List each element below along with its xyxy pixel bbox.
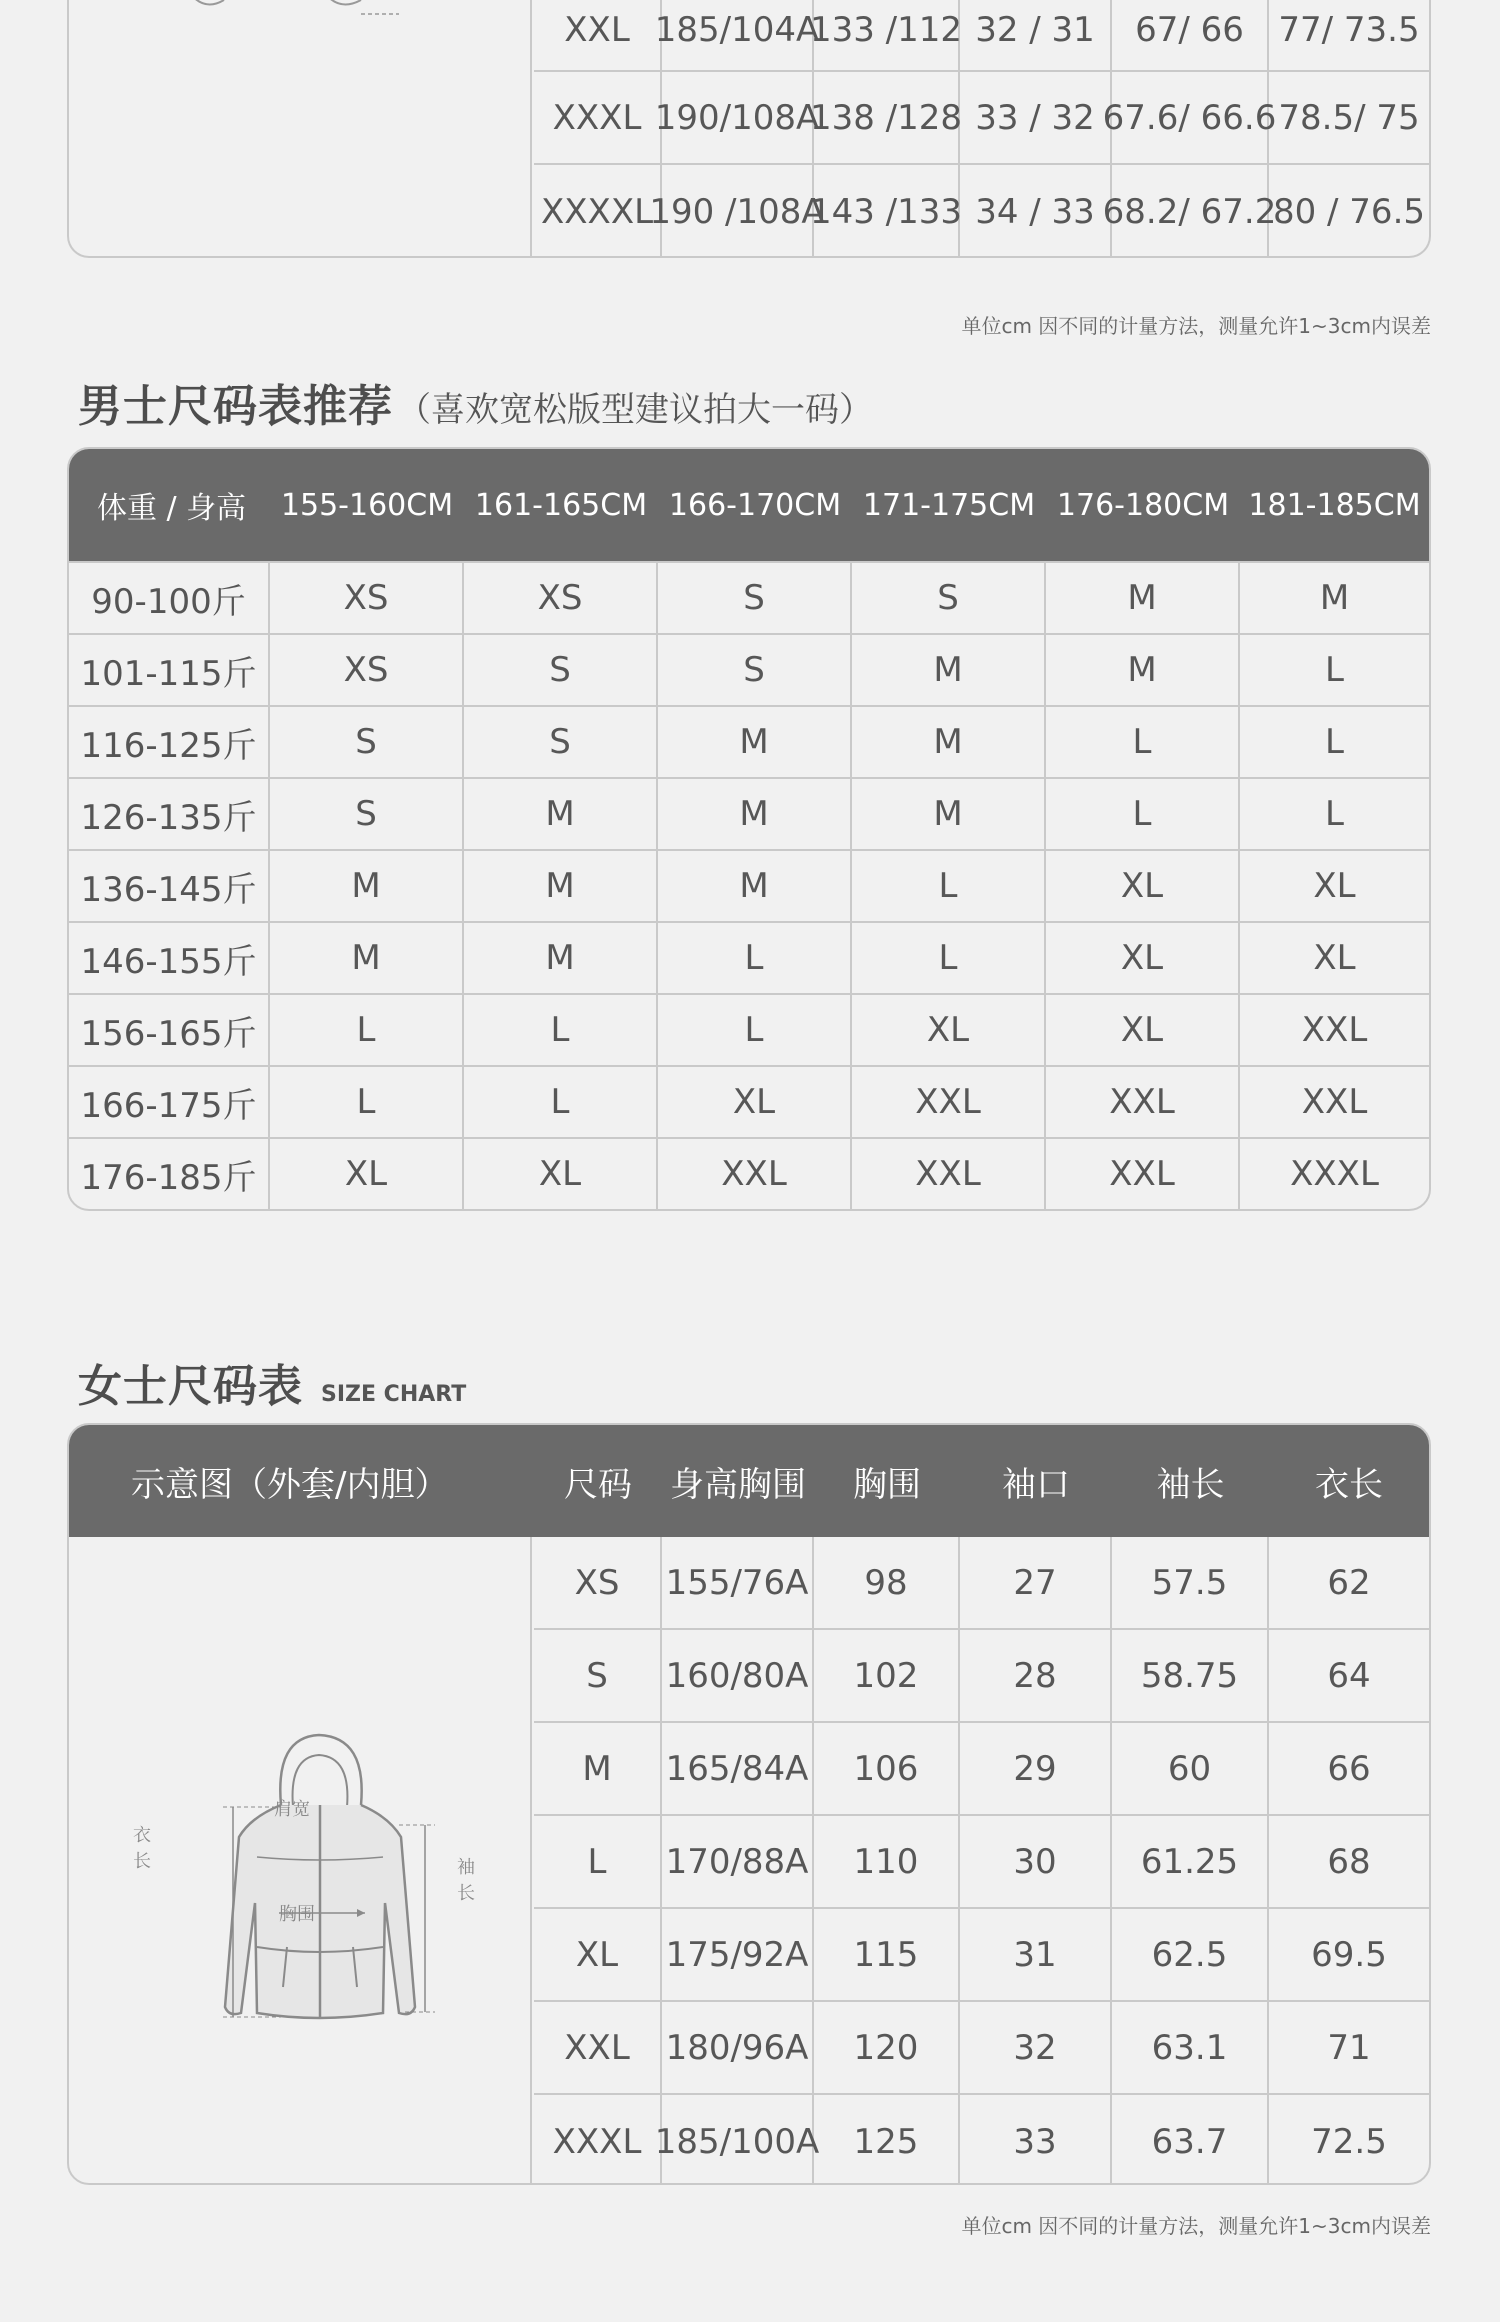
- table-cell: 155/76A: [662, 1537, 814, 1628]
- label-chest: 胸围: [279, 1904, 315, 1925]
- weight-cell: 116-125斤: [69, 707, 270, 777]
- table-cell: 190/108A: [662, 72, 814, 163]
- table-cell: 71: [1327, 2027, 1371, 2068]
- header-cell: 袖口: [1002, 1464, 1070, 1505]
- table-cell: XXXL: [534, 72, 662, 163]
- label-length: 衣长: [130, 1825, 151, 1877]
- size-cell: XXL: [1301, 1082, 1368, 1122]
- size-cell: M: [658, 851, 852, 921]
- table-cell: 58.75: [1112, 1630, 1269, 1721]
- table-cell: XXXL: [534, 2095, 662, 2185]
- women-title-en: SIZE CHART: [321, 1382, 467, 1407]
- table-row: [69, 1137, 1429, 1209]
- size-cell: L: [1325, 650, 1344, 690]
- weight-cell: 166-175斤: [69, 1067, 270, 1137]
- table-cell: 160/80A: [662, 1630, 814, 1721]
- table-row: [69, 777, 1429, 849]
- size-cell: S: [464, 635, 658, 705]
- table-row: [69, 1065, 1429, 1137]
- size-cell: XL: [1313, 866, 1356, 906]
- women-size-table: [67, 1423, 1431, 2185]
- table-cell: 143 /133: [814, 165, 960, 258]
- table-row: [534, 0, 1429, 72]
- header-cell: 161-165CM: [474, 487, 648, 523]
- size-cell: S: [270, 707, 464, 777]
- size-cell: S: [658, 635, 852, 705]
- table-cell: 77/ 73.5: [1278, 10, 1420, 50]
- table-cell: 32: [960, 2002, 1112, 2093]
- size-cell: M: [270, 851, 464, 921]
- men-size-recommendation-table: [67, 447, 1431, 1211]
- size-cell: XXL: [852, 1067, 1046, 1137]
- size-cell: XL: [464, 1139, 658, 1209]
- table-cell: 78.5/ 75: [1278, 97, 1420, 138]
- table-row: [534, 165, 1429, 258]
- table-cell: 69.5: [1311, 1934, 1387, 1975]
- table-row: [534, 72, 1429, 165]
- size-cell: L: [270, 1067, 464, 1137]
- header-cell: 衣长: [1315, 1464, 1383, 1505]
- size-cell: L: [658, 995, 852, 1065]
- header-cell: 166-170CM: [668, 487, 842, 523]
- table-cell: 32 / 31: [960, 0, 1112, 70]
- size-cell: XS: [270, 563, 464, 633]
- table-cell: 33 / 32: [960, 72, 1112, 163]
- weight-cell: 176-185斤: [69, 1139, 270, 1209]
- header-cell: 176-180CM: [1056, 487, 1230, 523]
- size-cell: L: [1325, 794, 1344, 834]
- table-cell: 110: [814, 1816, 960, 1907]
- women-title: 女士尺码表: [78, 1361, 303, 1412]
- table-cell: 64: [1327, 1655, 1371, 1696]
- table-cell: 68: [1327, 1841, 1371, 1882]
- table-cell: 63.1: [1112, 2002, 1269, 2093]
- weight-cell: 90-100斤: [69, 563, 270, 633]
- table-header: [69, 449, 1429, 561]
- measurement-note: 单位cm 因不同的计量方法，测量允许1~3cm内误差: [961, 314, 1431, 338]
- size-cell: M: [464, 779, 658, 849]
- table-row: [534, 1723, 1429, 1816]
- table-cell: 185/100A: [662, 2095, 814, 2185]
- women-table-body: [69, 1537, 1429, 2183]
- table-header: [69, 1425, 1429, 1537]
- table-cell: 106: [814, 1723, 960, 1814]
- size-cell: M: [270, 923, 464, 993]
- size-cell: XL: [1046, 851, 1240, 921]
- size-cell: L: [464, 1067, 658, 1137]
- table-row: [69, 705, 1429, 777]
- header-cell: 181-185CM: [1248, 487, 1421, 523]
- top-image-area: [69, 0, 532, 256]
- table-cell: S: [534, 1630, 662, 1721]
- table-cell: 190 /108A: [662, 165, 814, 258]
- women-table-rows: [534, 1537, 1429, 2183]
- size-cell: XL: [1313, 938, 1356, 978]
- size-cell: L: [270, 995, 464, 1065]
- header-cell: 171-175CM: [862, 487, 1036, 523]
- size-cell: M: [1319, 578, 1350, 618]
- table-cell: 67/ 66: [1112, 0, 1269, 70]
- size-cell: XL: [1046, 923, 1240, 993]
- header-cell: 身高胸围: [670, 1464, 806, 1505]
- size-cell: XXXL: [1290, 1154, 1379, 1194]
- table-cell: 62: [1327, 1562, 1371, 1603]
- size-cell: M: [1046, 635, 1240, 705]
- table-cell: 60: [1112, 1723, 1269, 1814]
- men-subtitle: （喜欢宽松版型建议拍大一码）: [397, 390, 873, 430]
- size-cell: XXL: [1301, 1010, 1368, 1050]
- size-cell: M: [852, 779, 1046, 849]
- table-cell: XL: [534, 1909, 662, 2000]
- table-cell: 185/104A: [662, 0, 814, 70]
- table-row: [534, 1537, 1429, 1630]
- weight-cell: 126-135斤: [69, 779, 270, 849]
- size-cell: M: [658, 779, 852, 849]
- weight-cell: 101-115斤: [69, 635, 270, 705]
- table-cell: 66: [1327, 1748, 1371, 1789]
- size-cell: M: [852, 635, 1046, 705]
- weight-cell: 146-155斤: [69, 923, 270, 993]
- size-cell: XL: [270, 1139, 464, 1209]
- header-cell: 胸围: [853, 1464, 921, 1505]
- size-cell: M: [1046, 563, 1240, 633]
- size-cell: L: [852, 851, 1046, 921]
- table-cell: L: [534, 1816, 662, 1907]
- table-row: [69, 921, 1429, 993]
- table-row: [534, 2002, 1429, 2095]
- size-cell: S: [852, 563, 1046, 633]
- size-cell: M: [658, 707, 852, 777]
- size-cell: XXL: [852, 1139, 1046, 1209]
- weight-cell: 136-145斤: [69, 851, 270, 921]
- top-table-rows: [534, 0, 1429, 256]
- table-cell: 133 /112: [814, 0, 960, 70]
- table-cell: 175/92A: [662, 1909, 814, 2000]
- table-cell: 138 /128: [814, 72, 960, 163]
- header-weight-height: 体重 / 身高: [97, 491, 247, 526]
- men-table-body: [69, 561, 1429, 1209]
- size-cell: XXL: [658, 1139, 852, 1209]
- size-cell: XXL: [1046, 1067, 1240, 1137]
- size-cell: L: [1046, 707, 1240, 777]
- size-cell: S: [658, 563, 852, 633]
- top-size-table: [67, 0, 1431, 258]
- header-cell: 袖长: [1156, 1464, 1225, 1505]
- table-cell: 29: [960, 1723, 1112, 1814]
- size-cell: L: [1325, 722, 1344, 762]
- size-cell: L: [658, 923, 852, 993]
- table-cell: M: [534, 1723, 662, 1814]
- size-cell: XS: [270, 635, 464, 705]
- table-cell: 165/84A: [662, 1723, 814, 1814]
- label-sleeve: 袖长: [454, 1857, 475, 1909]
- women-section-heading: [78, 1350, 466, 1414]
- size-cell: M: [852, 707, 1046, 777]
- table-cell: 68.2/ 67.2: [1112, 165, 1269, 258]
- jacket-hem-graphic: [69, 0, 532, 20]
- table-row: [69, 633, 1429, 705]
- men-title: 男士尺码表推荐: [78, 381, 393, 432]
- size-cell: L: [852, 923, 1046, 993]
- header-cell: 155-160CM: [280, 487, 454, 523]
- table-cell: 34 / 33: [960, 165, 1112, 258]
- size-cell: M: [464, 851, 658, 921]
- measurement-note: 单位cm 因不同的计量方法，测量允许1~3cm内误差: [961, 2214, 1431, 2238]
- table-row: [534, 1630, 1429, 1723]
- size-cell: XS: [464, 563, 658, 633]
- table-cell: 63.7: [1112, 2095, 1269, 2185]
- table-cell: 98: [814, 1537, 960, 1628]
- table-cell: XXL: [534, 0, 662, 70]
- size-cell: L: [1046, 779, 1240, 849]
- header-diagram: 示意图（外套/内胆）: [131, 1464, 449, 1505]
- size-cell: L: [464, 995, 658, 1065]
- table-row: [69, 993, 1429, 1065]
- table-cell: 62.5: [1112, 1909, 1269, 2000]
- table-cell: 180/96A: [662, 2002, 814, 2093]
- table-cell: 80 / 76.5: [1272, 191, 1426, 232]
- size-cell: XL: [658, 1067, 852, 1137]
- table-cell: 33: [960, 2095, 1112, 2185]
- table-cell: 31: [960, 1909, 1112, 2000]
- table-row: [534, 2095, 1429, 2185]
- table-cell: XXL: [534, 2002, 662, 2093]
- table-cell: 27: [960, 1537, 1112, 1628]
- weight-cell: 156-165斤: [69, 995, 270, 1065]
- table-row: [534, 1909, 1429, 2002]
- table-cell: XS: [534, 1537, 662, 1628]
- table-cell: XXXXL: [534, 165, 662, 258]
- table-cell: 57.5: [1112, 1537, 1269, 1628]
- label-shoulder: 肩宽: [274, 1799, 310, 1820]
- table-cell: 120: [814, 2002, 960, 2093]
- table-row: [69, 561, 1429, 633]
- table-cell: 61.25: [1112, 1816, 1269, 1907]
- size-cell: XL: [1046, 995, 1240, 1065]
- jacket-diagram-area: [69, 1537, 532, 2183]
- size-cell: XXL: [1046, 1139, 1240, 1209]
- table-cell: 30: [960, 1816, 1112, 1907]
- table-cell: 102: [814, 1630, 960, 1721]
- jacket-diagram: [169, 1657, 469, 2057]
- size-cell: XL: [852, 995, 1046, 1065]
- table-row: [534, 1816, 1429, 1909]
- table-cell: 170/88A: [662, 1816, 814, 1907]
- table-cell: 72.5: [1311, 2121, 1387, 2162]
- size-cell: M: [464, 923, 658, 993]
- header-cell: 尺码: [564, 1464, 632, 1505]
- size-cell: S: [464, 707, 658, 777]
- table-cell: 28: [960, 1630, 1112, 1721]
- size-cell: S: [270, 779, 464, 849]
- table-cell: 67.6/ 66.6: [1112, 72, 1269, 163]
- table-cell: 125: [814, 2095, 960, 2185]
- table-row: [69, 849, 1429, 921]
- men-section-heading: [78, 370, 873, 434]
- table-cell: 115: [814, 1909, 960, 2000]
